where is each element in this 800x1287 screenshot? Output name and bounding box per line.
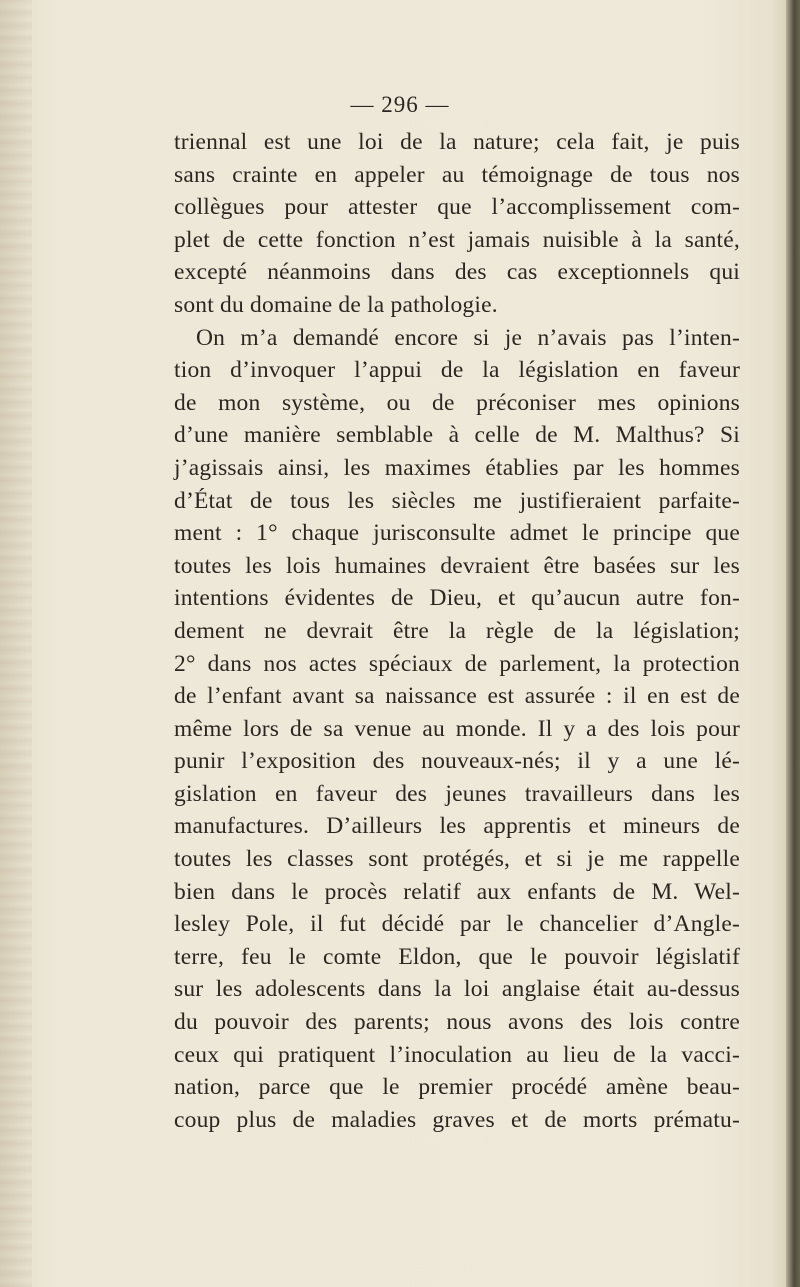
text-line: lesley Pole, il fut décidé par le chancelier d’Angle- (174, 911, 740, 938)
text-line: 2° dans nos actes spéciaux de parlement, la protection (174, 650, 740, 677)
text-line: du pouvoir des parents; nous avons des lois contre (174, 1009, 740, 1036)
text-line: manufactures. D’ailleurs les apprentis et mineurs de (174, 813, 740, 840)
text-line: sans crainte en appeler au témoignage de tous nos (174, 161, 740, 188)
text-line: tion d’invoquer l’appui de la législation en faveur (174, 357, 740, 384)
text-line: triennal est une loi de la nature; cela fait, je puis (174, 129, 740, 155)
text-line: punir l’exposition des nouveaux-nés; il y a une lé- (174, 748, 740, 775)
text-line: de mon système, ou de préconiser mes opinions (174, 389, 740, 416)
text-line: terre, feu le comte Eldon, que le pouvoir législatif (174, 943, 740, 970)
text-line: On m’a demandé encore si je n’avais pas l’inten- (196, 324, 740, 351)
text-line: sur les adolescents dans la loi anglaise était au-dessus (174, 976, 740, 1003)
text-line: même lors de sa venue au monde. Il y a des lois pour (174, 715, 740, 742)
text-line: ment : 1° chaque jurisconsulte admet le principe que (174, 520, 740, 547)
text-line: intentions évidentes de Dieu, et qu’aucun autre fon- (174, 585, 740, 612)
text-line: toutes les classes sont protégés, et si je me rappelle (174, 846, 740, 873)
text-line: dement ne devrait être la règle de la législation; (174, 617, 740, 644)
text-line: bien dans le procès relatif aux enfants de M. Wel- (174, 878, 740, 905)
text-line: collègues pour attester que l’accomplissement com- (174, 194, 740, 221)
text-line: ceux qui pratiquent l’inoculation au lieu de la vacci- (174, 1041, 740, 1068)
text-line: plet de cette fonction n’est jamais nuisible à la santé, (174, 226, 740, 253)
text-line: toutes les lois humaines devraient être basées sur les (174, 552, 740, 579)
page-left-edge (0, 0, 32, 1287)
text-line: excepté néanmoins dans des cas exceptionnels qui (174, 259, 740, 286)
text-line: j’agissais ainsi, les maximes établies par les hommes (174, 454, 740, 481)
text-line: nation, parce que le premier procédé amène beau- (174, 1074, 740, 1101)
page-right-edge (786, 0, 800, 1287)
text-line: d’une manière semblable à celle de M. Malthus? Si (174, 422, 740, 449)
page-number: — 296 — (350, 92, 450, 117)
text-line: gislation en faveur des jeunes travailleurs dans les (174, 780, 740, 807)
text-line: sont du domaine de la pathologie. (174, 291, 498, 318)
body-text (174, 126, 740, 1136)
text-line: coup plus de maladies graves et de morts prématu- (174, 1106, 740, 1133)
text-line: de l’enfant avant sa naissance est assurée : il en est de (174, 683, 740, 710)
text-line: d’État de tous les siècles me justifieraient parfaite- (174, 487, 740, 514)
